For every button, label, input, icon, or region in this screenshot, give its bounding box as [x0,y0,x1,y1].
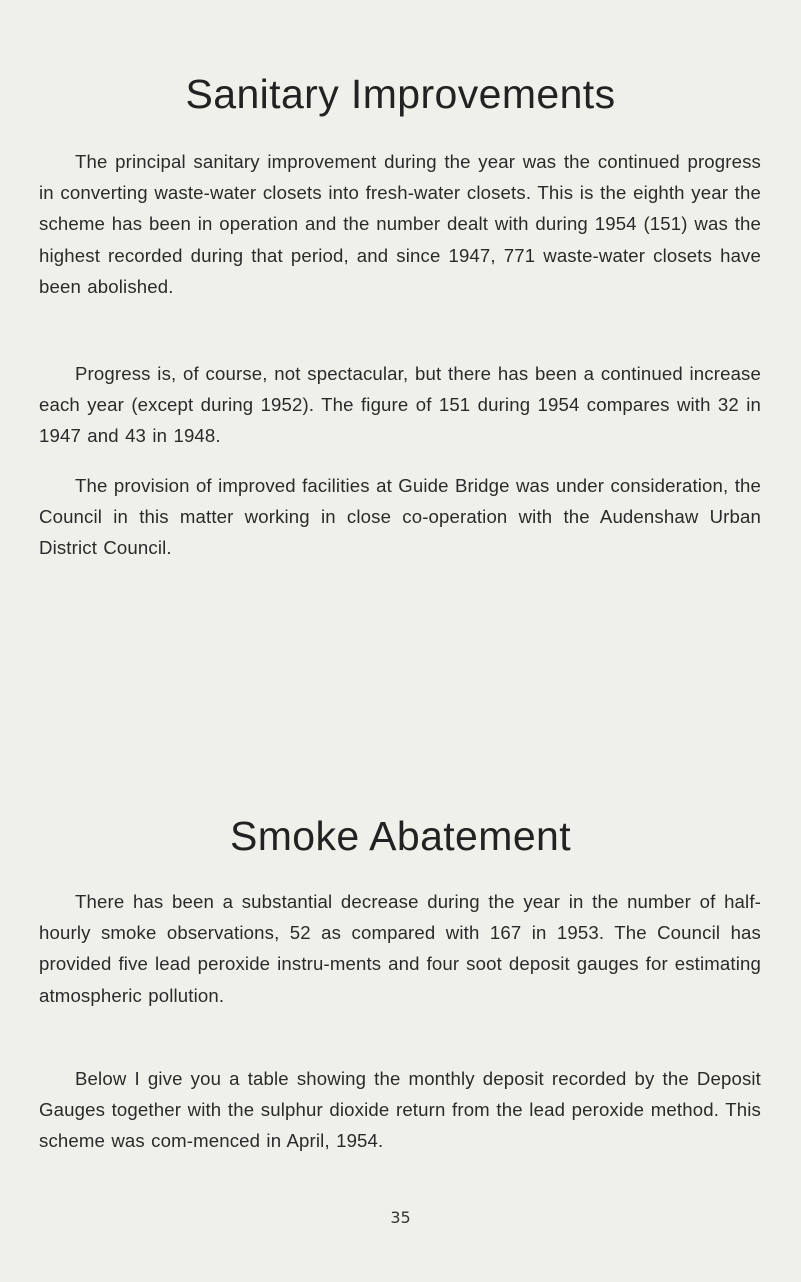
page-number: 35 [390,1208,411,1227]
paragraph-text: The principal sanitary improvement during the year was the continued progress in converting waste-water closets into fresh-water closets. This is the eighth year the scheme has been in operation and the number dealt with during 1954 (151) was the highest recorded during that period, and since 1947, 771 waste-water closets have been abolished. [39,151,761,297]
paragraph-sanitary-3 [39,470,761,564]
paragraph-smoke-2 [39,1063,761,1157]
paragraph-text: There has been a substantial decrease during the year in the number of half-hourly smoke observations, 52 as compared with 167 in 1953. The Council has provided five lead peroxide instru-ments and four soot deposit gauges for estimating atmospheric pollution. [39,891,761,1006]
paragraph-smoke-1 [39,886,761,1011]
paragraph-text: The provision of improved facilities at Guide Bridge was under consideration, the Council in this matter working in close co-operation with the Audenshaw Urban District Council. [39,475,761,559]
paragraph-sanitary-2 [39,358,761,452]
section-heading-sanitary-improvements: Sanitary Improvements [185,71,616,117]
paragraph-text: Progress is, of course, not spectacular, but there has been a continued increase each year (except during 1952). The figure of 151 during 1954 compares with 32 in 1947 and 43 in 1948. [39,363,761,447]
paragraph-text: Below I give you a table showing the monthly deposit recorded by the Deposit Gauges together with the sulphur dioxide return from the lead peroxide method. This scheme was com-menced in April, 1954. [39,1068,761,1152]
paragraph-sanitary-1 [39,146,761,302]
section-heading-smoke-abatement: Smoke Abatement [229,813,572,859]
